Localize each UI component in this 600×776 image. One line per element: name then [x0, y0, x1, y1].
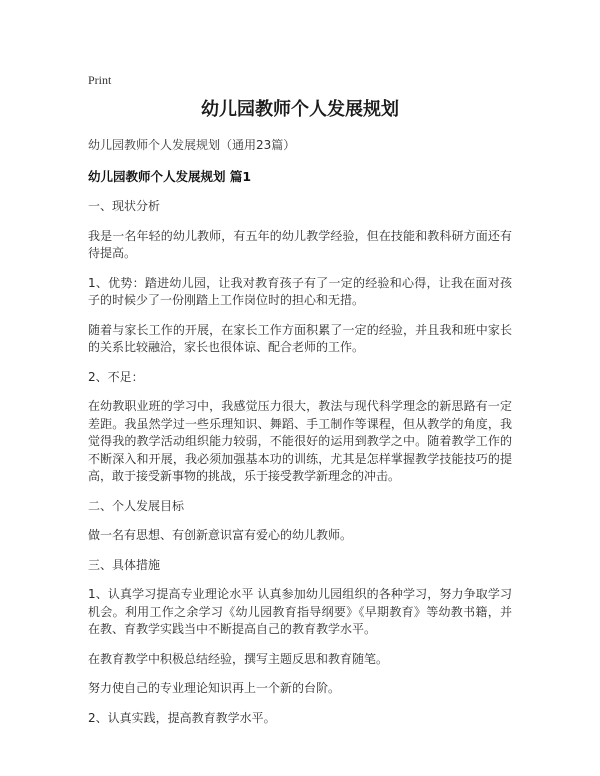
paragraph-parents: 随着与家长工作的开展，在家长工作方面积累了一定的经验，并且我和班中家长的关系比较融洽，家长也很体谅、配合老师的工作。 [88, 322, 512, 354]
paragraph-strengths: 1、优势：踏进幼儿园，让我对教育孩子有了一定的经验和心得，让我在面对孩子的时候少了一份刚踏上工作岗位时的担心和无措。 [88, 275, 512, 307]
print-label[interactable]: Print [88, 73, 112, 87]
paragraph-measure-2: 2、认真实践，提高教育教学水平。 [88, 710, 276, 725]
paragraph-measure-1: 1、认真学习提高专业理论水平 认真参加幼儿园组织的各种学习，努力争取学习机会。利用工作之余学习《幼儿园教育指导纲要》《早期教育》等幼教书籍，并在教、育教学实践当中不断提高自己的教育教学水平。 [88, 587, 512, 636]
heading-status-analysis: 一、现状分析 [88, 199, 161, 213]
document-subtitle: 幼儿园教师个人发展规划（通用23篇） [88, 138, 296, 152]
paragraph-theory: 努力使自己的专业理论知识再上一个新的台阶。 [88, 681, 341, 695]
paragraph-intro: 我是一名年轻的幼儿教师，有五年的幼儿教学经验，但在技能和教科研方面还有待提高。 [88, 228, 512, 260]
heading-goals: 二、个人发展目标 [88, 498, 185, 513]
paragraph-goal: 做一名有思想、有创新意识富有爱心的幼儿教师。 [88, 528, 353, 542]
paragraph-weaknesses: 在幼教职业班的学习中，我感觉压力很大，教法与现代科学理念的新思路有一定差距。我虽然学过一些乐理知识、舞蹈、手工制作等课程，但从教学的角度，我觉得我的教学活动组织能力较弱，不能很好的运用到教学之中。随着教学工作的不断深入和开展，我必须加强基本功的训练，尤其是怎样掌握教学技能技巧的提高，敢于接受新事物的挑战，乐于接受教学新理念的冲击。 [88, 399, 512, 483]
heading-measures: 三、具体措施 [88, 557, 161, 572]
section-heading: 幼儿园教师个人发展规划 篇1 [88, 169, 252, 184]
paragraph-summary: 在教育教学中积极总结经验，撰写主题反思和教育随笔。 [88, 651, 389, 666]
heading-weaknesses: 2、不足： [88, 369, 144, 384]
document-title: 幼儿园教师个人发展规划 [201, 99, 399, 120]
